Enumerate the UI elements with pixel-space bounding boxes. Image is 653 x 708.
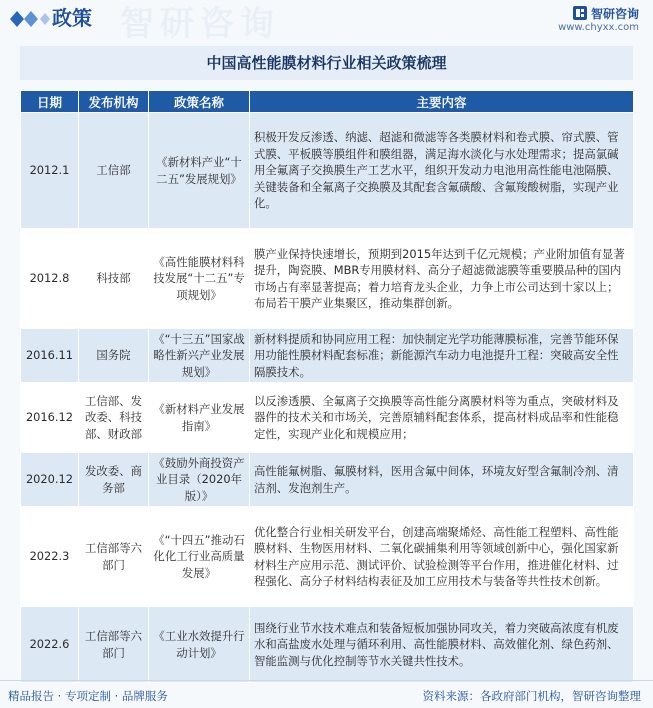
cell-date: 2022.3 [21, 507, 79, 607]
section-title: 政策 [52, 6, 92, 30]
page-footer [0, 680, 653, 708]
cell-content: 以反渗透膜、全氟离子交换膜等高性能分离膜材料等为重点，突破材料及器件的技术关和市场关，完善原辅料配套体系，提高材料成品率和性能稳定性，实现产业化和规模应用； [250, 383, 634, 453]
table-row [21, 453, 634, 507]
cell-agency: 发改委、商务部 [79, 453, 149, 507]
table-header-row [21, 91, 634, 113]
cell-policy: 《鼓励外商投资产业目录（2020年版）》 [149, 453, 250, 507]
table-row [21, 607, 634, 683]
footer-tagline: 精品报告 · 专项定制 · 品牌服务 [8, 689, 168, 703]
cell-policy: 《新材料产业“十二五”发展规划》 [149, 113, 250, 229]
header-watermark: 智研咨询 [120, 4, 280, 44]
cell-content: 高性能氟树脂、氟膜材料，医用含氟中间体，环境友好型含氟制冷剂、清洁剂、发泡剂生产。 [250, 453, 634, 507]
cell-policy: 《工业水效提升行动计划》 [149, 607, 250, 683]
cell-policy: 《“十三五”国家战略性新兴产业发展规划》 [149, 329, 250, 383]
cell-content: 新材料提质和协同应用工程：加快制定光学功能薄膜标准，完善节能环保用功能性膜材料配套标准；新能源汽车动力电池提升工程：突破高安全性隔膜技术。 [250, 329, 634, 383]
table-row [21, 229, 634, 329]
cell-date: 2016.11 [21, 329, 79, 383]
column-header-content: 主要内容 [250, 91, 634, 113]
cell-policy: 《高性能膜材料科技发展“十二五”专项规划》 [149, 229, 250, 329]
page-header [0, 0, 653, 44]
footer-source: 资料来源：各政府部门机构，智研咨询整理 [422, 689, 641, 703]
column-header-agency: 发布机构 [79, 91, 149, 113]
cell-policy: 《新材料产业发展指南》 [149, 383, 250, 453]
cell-date: 2020.12 [21, 453, 79, 507]
diamond-icons [10, 10, 50, 28]
cell-date: 2012.8 [21, 229, 79, 329]
cell-agency: 国务院 [79, 329, 149, 383]
cell-content: 围绕行业节水技术难点和装备短板加强协同攻关，着力突破高浓度有机废水和高盐废水处理与循环利用、高性能膜材料、高效催化剂、绿色药剂、智能监测与优化控制等节水关键共性技术。 [250, 607, 634, 683]
cell-date: 2012.1 [21, 113, 79, 229]
table-row [21, 383, 634, 453]
brand-name: 智研咨询 [590, 6, 639, 21]
cell-agency: 工信部、发改委、科技部、财政部 [79, 383, 149, 453]
brand-logo-icon [573, 6, 587, 20]
column-header-policy: 政策名称 [149, 91, 250, 113]
cell-content: 积极开发反渗透、纳滤、超滤和微滤等各类膜材料和卷式膜、帘式膜、管式膜、平板膜等膜组件和膜组器，满足海水淡化与水处理需求；提高氯碱用全氟离子交换膜生产工艺水平，组织开发动力电池用高性能电池隔膜、关键装备和全氟离子交换膜及其配套含氟磺酸、含氟羧酸树脂，实现产业化。 [250, 113, 634, 229]
cell-date: 2016.12 [21, 383, 79, 453]
cell-content: 膜产业保持快速增长，预期到2015年达到千亿元规模；产业附加值有显著提升，陶瓷膜、MBR专用膜材料、高分子超滤微滤膜等重要膜品种的国内市场占有率显著提高；着力培育龙头企业，力争上市公司达到十家以上；布局若干膜产业集聚区，推动集群创新。 [250, 229, 634, 329]
cell-agency: 工信部等六部门 [79, 507, 149, 607]
column-header-date: 日期 [21, 91, 79, 113]
cell-date: 2022.6 [21, 607, 79, 683]
cell-agency: 科技部 [79, 229, 149, 329]
policy-table [20, 90, 634, 683]
brand [573, 4, 639, 22]
cell-policy: 《“十四五”推动石化化工行业高质量发展》 [149, 507, 250, 607]
table-row [21, 507, 634, 607]
table-row [21, 113, 634, 229]
table-title: 中国高性能膜材料行业相关政策梳理 [20, 46, 633, 80]
cell-agency: 工信部等六部门 [79, 607, 149, 683]
cell-content: 优化整合行业相关研发平台，创建高端聚烯烃、高性能工程塑料、高性能膜材料、生物医用材料、二氧化碳捕集利用等领域创新中心，强化国家新材料生产应用示范、测试评价、试验检测等平台作用，推进催化材料、过程强化、高分子材料结构表征及加工应用技术与装备等共性技术创新。 [250, 507, 634, 607]
table-row [21, 329, 634, 383]
cell-agency: 工信部 [79, 113, 149, 229]
brand-url[interactable]: www.chyxx.com [558, 22, 639, 33]
